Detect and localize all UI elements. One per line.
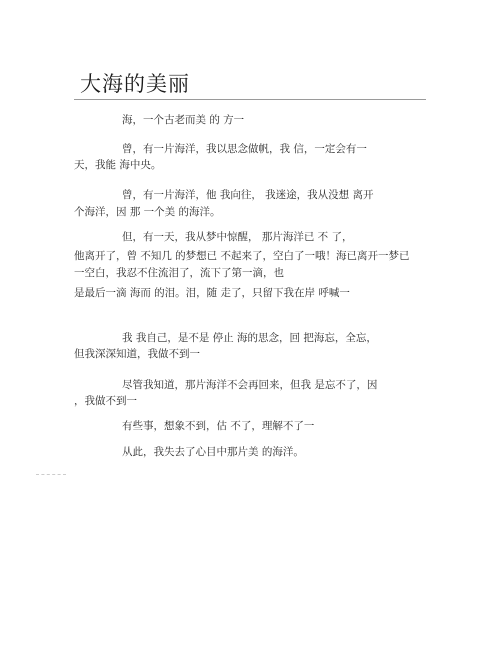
text-line: 但，有一天，我从梦中惊醒， 那片海洋已 不 了，: [122, 231, 353, 243]
text-line: 一空白，我忍不住流泪了，流下了第一滴，也: [74, 267, 284, 279]
page-title: 大海的美丽: [80, 72, 190, 96]
text-line: 我 我自己，是不是 停止 海的思念，回 把海忘，全忘，: [122, 332, 377, 344]
text-line: 曾，有一片海洋，我以思念做帆，我 信，一定会有一: [122, 143, 367, 155]
title-divider: [74, 99, 426, 100]
text-line: 从此，我失去了心目中那片美 的海洋。: [122, 446, 304, 458]
text-line: 曾，有一片海洋，他 我向往， 我迷途，我从没想 离开: [122, 189, 374, 201]
footer-mark: [36, 474, 66, 475]
text-line: 是最后一滴 海而 的泪。泪，随 走了，只留下我在岸 呼喊一: [74, 287, 350, 299]
text-line: ，我做不到一: [74, 395, 137, 407]
text-line: 有些事，想象不到，估 不了，理解不了一: [122, 420, 315, 432]
text-line: 他离开了，曾 不知几 的梦想已 不起来了，空白了一哦！海已离开一梦已: [74, 250, 410, 262]
text-line: 个海洋，因 那 一个美 的海洋。: [74, 206, 221, 218]
text-line: 但我深深知道，我做不到一: [74, 348, 200, 360]
text-line: 海，一个古老而美 的 方一: [122, 114, 245, 126]
text-line: 天，我能 海中央。: [74, 159, 162, 171]
text-line: 尽管我知道，那片海洋不会再回来，但我 是忘不了，因: [122, 379, 378, 391]
